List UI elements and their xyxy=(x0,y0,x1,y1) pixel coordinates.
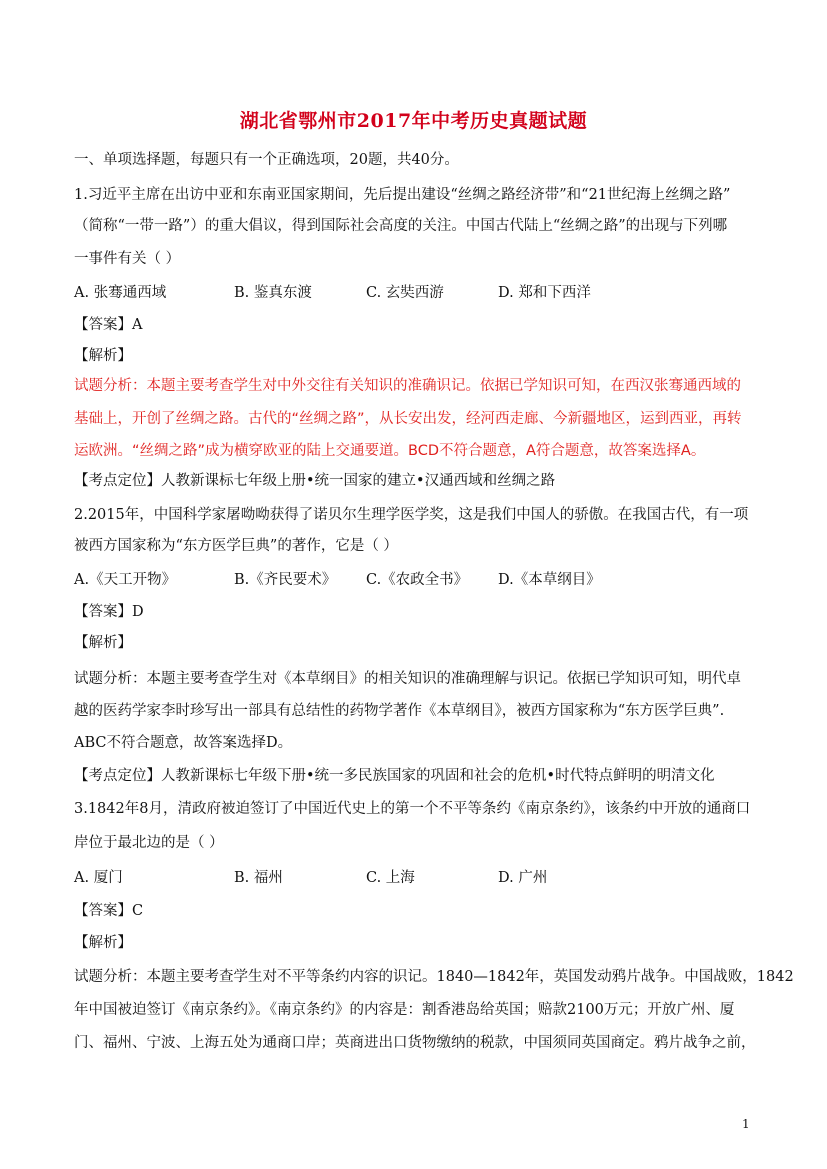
section-heading: 一、单项选择题，每题只有一个正确选项，20题，共40分。 xyxy=(74,152,459,168)
q2-option-d: D.《本草纲目》 xyxy=(498,572,601,588)
q1-analysis-label: 【解析】 xyxy=(74,348,132,364)
q1-stem-line-3: 一事件有关（ ） xyxy=(74,251,181,267)
q2-analysis-line-2: 越的医药学家李时珍写出一部具有总结性的药物学著作《本草纲目》，被西方国家称为“东方医学巨典”. xyxy=(74,703,725,719)
q3-option-a: A. 厦门 xyxy=(74,870,123,886)
q1-stem-line-2: （简称“一带一路”）的重大倡议，得到国际社会高度的关注。中国古代陆上“丝绸之路”的出现与下列哪 xyxy=(74,218,728,234)
q1-answer: 【答案】A xyxy=(74,317,143,333)
q3-analysis-line-3: 门、福州、宁波、上海五处为通商口岸；英商进出口货物缴纳的税款，中国须同英国商定。鸦片战争之前， xyxy=(74,1035,756,1051)
q3-stem-line-1: 3.1842年8月，清政府被迫签订了中国近代史上的第一个不平等条约《南京条约》，该条约中开放的通商口 xyxy=(74,801,751,817)
q2-option-c: C.《农政全书》 xyxy=(366,572,469,588)
q2-option-b: B.《齐民要术》 xyxy=(234,572,337,588)
q1-option-b: B. 鉴真东渡 xyxy=(234,285,312,301)
q2-kaodian: 【考点定位】人教新课标七年级下册•统一多民族国家的巩固和社会的危机•时代特点鲜明的明清文化 xyxy=(74,768,715,784)
q3-analysis-line-1: 试题分析：本题主要考查学生对不平等条约内容的识记。1840—1842年，英国发动鸦片战争。中国战败，1842 xyxy=(74,969,794,985)
q1-analysis-line-1: 试题分析：本题主要考查学生对中外交往有关知识的准确识记。依据已学知识可知，在西汉张骞通西域的 xyxy=(74,378,741,394)
page-number: 1 xyxy=(742,1117,750,1131)
q1-option-c: C. 玄奘西游 xyxy=(366,285,444,301)
q3-option-c: C. 上海 xyxy=(366,870,415,886)
q1-option-d: D. 郑和下西洋 xyxy=(498,285,591,301)
q2-analysis-label: 【解析】 xyxy=(74,635,132,651)
q3-stem-line-2: 岸位于最北边的是（ ） xyxy=(74,835,224,851)
q3-analysis-label: 【解析】 xyxy=(74,935,132,951)
q2-stem-line-1: 2.2015年，中国科学家屠呦呦获得了诺贝尔生理学医学奖，这是我们中国人的骄傲。在我国古代，有一项 xyxy=(74,507,749,523)
q1-analysis-line-3: 运欧洲。“丝绸之路”成为横穿欧亚的陆上交通要道。BCD不符合题意，A符合题意，故答案选择A。 xyxy=(74,443,706,459)
q3-option-b: B. 福州 xyxy=(234,870,283,886)
q2-analysis-line-1: 试题分析：本题主要考查学生对《本草纲目》的相关知识的准确理解与识记。依据已学知识可知，明代卓 xyxy=(74,671,741,687)
q2-option-a: A.《天工开物》 xyxy=(74,572,177,588)
q3-analysis-line-2: 年中国被迫签订《南京条约》。《南京条约》的内容是：割香港岛给英国；赔款2100万元；开放广州、厦 xyxy=(74,1002,735,1018)
q1-analysis-line-2: 基础上，开创了丝绸之路。古代的“丝绸之路”，从长安出发，经河西走廊、今新疆地区，运到西亚，再转 xyxy=(74,411,742,427)
q2-analysis-line-3: ABC不符合题意，故答案选择D。 xyxy=(74,735,293,751)
q3-answer: 【答案】C xyxy=(74,903,144,919)
q1-stem-line-1: 1.习近平主席在出访中亚和东南亚国家期间，先后提出建设“丝绸之路经济带”和“21世纪海上丝绸之路” xyxy=(74,187,731,203)
q2-stem-line-2: 被西方国家称为“东方医学巨典”的著作，它是（ ） xyxy=(74,538,398,554)
q1-kaodian: 【考点定位】人教新课标七年级上册•统一国家的建立•汉通西域和丝绸之路 xyxy=(74,473,556,489)
page-title: 湖北省鄂州市2017年中考历史真题试题 xyxy=(239,110,588,132)
q1-option-a: A. 张骞通西域 xyxy=(74,285,167,301)
q3-option-d: D. 广州 xyxy=(498,870,548,886)
q2-answer: 【答案】D xyxy=(74,604,144,620)
